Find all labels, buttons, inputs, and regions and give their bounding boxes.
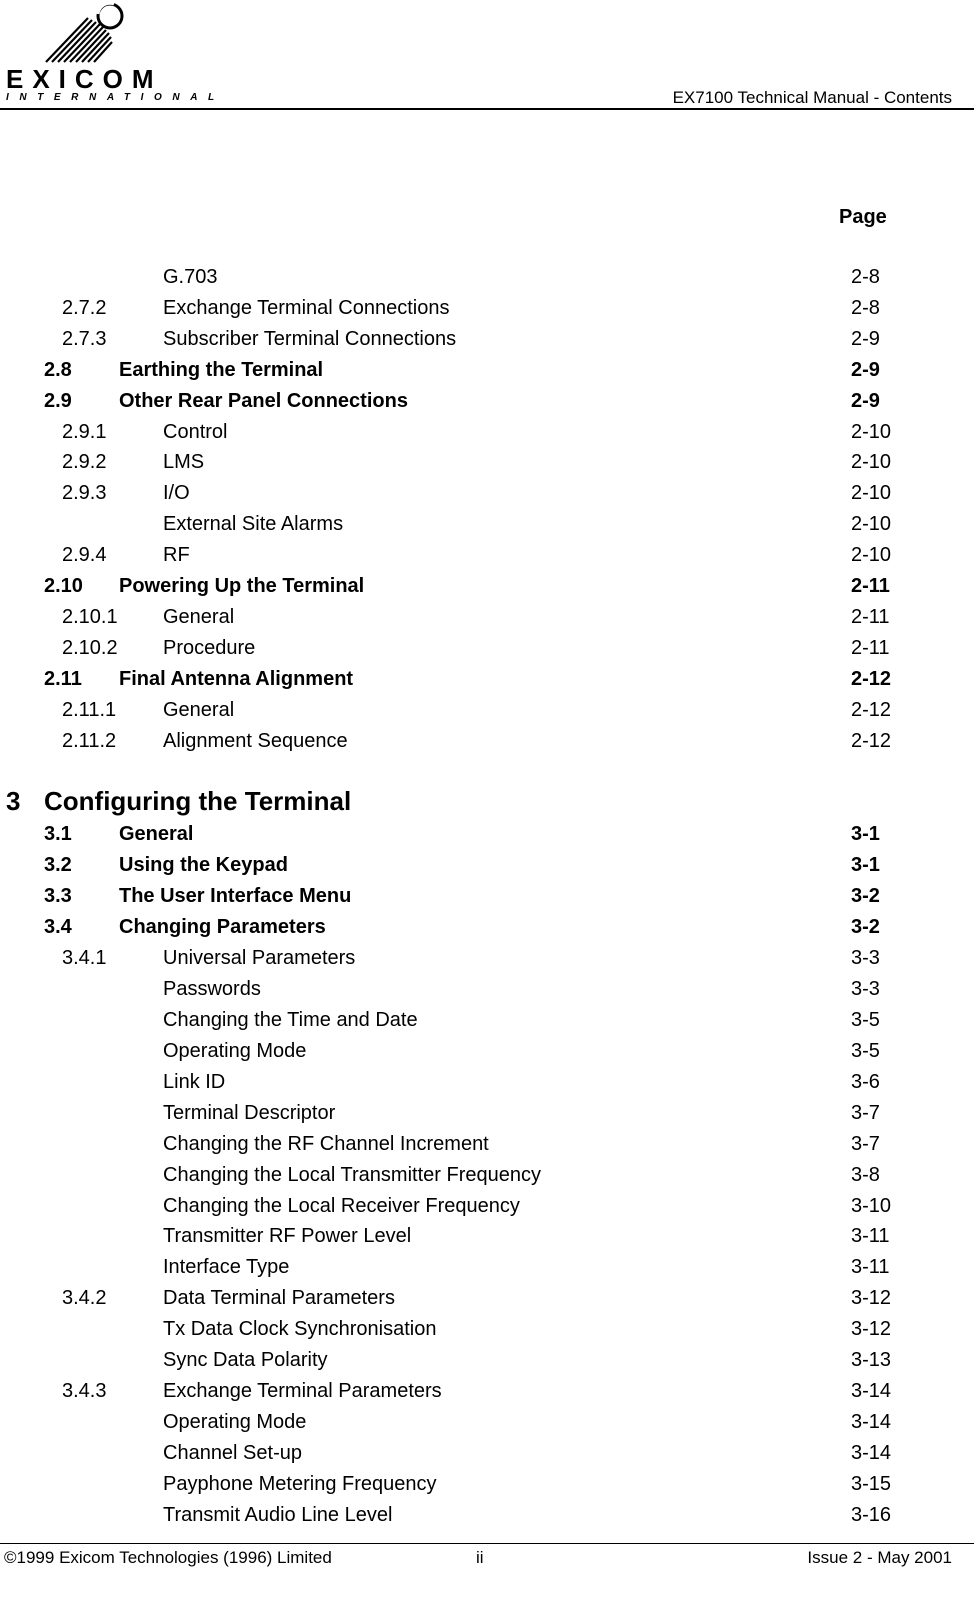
toc-entry — [0, 1129, 978, 1159]
toc-entry-title: Exchange Terminal Parameters — [163, 1380, 442, 1403]
toc-entry-title: Changing the Local Receiver Frequency — [163, 1194, 520, 1217]
toc-entry-page: 3-14 — [851, 1442, 892, 1465]
footer-issue: Issue 2 - May 2001 — [807, 1548, 952, 1567]
toc-entry-page: 2-9 — [851, 389, 880, 412]
toc-entry-page: 3-8 — [851, 1163, 880, 1186]
toc-entry — [0, 1252, 978, 1282]
toc-entry-title: Earthing the Terminal — [119, 358, 324, 381]
toc-entry — [0, 943, 978, 973]
toc-entry-title: Terminal Descriptor — [163, 1101, 336, 1124]
toc-entry — [0, 1191, 978, 1221]
toc-entry — [0, 1160, 978, 1190]
logo-subtitle: INTERNATIONAL — [6, 92, 225, 103]
toc-entry — [0, 324, 978, 354]
toc-entry — [0, 262, 978, 292]
logo-wordmark: EXICOM — [6, 64, 163, 94]
toc-entry-page: 3-5 — [851, 1008, 880, 1031]
toc-entry-title: Alignment Sequence — [163, 729, 348, 752]
page-column-heading: Page — [839, 206, 887, 228]
toc-entry-page: 2-12 — [851, 667, 892, 690]
toc-entry-number: 2.9.1 — [62, 420, 107, 443]
toc-entry-page: 3-14 — [851, 1411, 892, 1434]
toc-entry-title: Transmitter RF Power Level — [163, 1225, 412, 1248]
toc-entry — [0, 664, 978, 694]
toc-entry — [0, 1500, 978, 1530]
toc-entry-page: 3-3 — [851, 946, 880, 969]
toc-entry-page: 2-12 — [851, 698, 892, 721]
toc-entry-title: Procedure — [163, 636, 256, 659]
toc-entry-number: 2.9.4 — [62, 544, 107, 567]
header-divider — [0, 108, 974, 110]
chapter-title: Configuring the Terminal — [44, 786, 352, 816]
toc-entry — [0, 1067, 978, 1097]
toc-entry-page: 3-15 — [851, 1473, 892, 1496]
toc-entry — [0, 447, 978, 477]
toc-entry-title: Link ID — [163, 1070, 226, 1093]
toc-entry — [0, 602, 978, 632]
toc-entry-page: 2-8 — [851, 266, 880, 288]
toc-entry-title: Operating Mode — [163, 1039, 307, 1062]
toc-entry-page: 2-11 — [851, 605, 890, 628]
toc-entry-title: Tx Data Clock Synchronisation — [163, 1318, 437, 1341]
toc-entry — [0, 1407, 978, 1437]
toc-entry — [0, 1376, 978, 1406]
toc-entry-number: 2.9.3 — [62, 482, 107, 505]
document-title: EX7100 Technical Manual - Contents — [672, 88, 952, 107]
toc-entry — [0, 571, 978, 601]
toc-entry-title: Data Terminal Parameters — [163, 1287, 395, 1310]
toc-entry-title: Subscriber Terminal Connections — [163, 327, 457, 350]
toc-entry-page: 2-10 — [851, 451, 892, 474]
toc-entry — [0, 819, 978, 849]
toc-entry-page: 2-10 — [851, 513, 892, 536]
toc-entry-title: Universal Parameters — [163, 946, 356, 969]
toc-entry-page: 3-2 — [851, 884, 880, 907]
company-logo — [2, 0, 225, 110]
toc-entry-title: Channel Set-up — [163, 1442, 302, 1465]
toc-entry — [0, 1221, 978, 1251]
toc-entry-title: LMS — [163, 451, 205, 474]
toc-entry-number: 2.7.3 — [62, 327, 107, 350]
toc-entry — [0, 293, 978, 323]
toc-entry-title: Exchange Terminal Connections — [163, 296, 450, 319]
toc-entry-page: 2-10 — [851, 544, 892, 567]
toc-entry-number: 2.11.2 — [62, 729, 117, 752]
toc-entry-number: 3.4.1 — [62, 946, 107, 969]
toc-entry — [0, 417, 978, 447]
toc-entry — [0, 1283, 978, 1313]
toc-entry-page: 2-9 — [851, 327, 880, 350]
toc-entry-page: 3-5 — [851, 1039, 880, 1062]
toc-entry-page: 3-12 — [851, 1287, 892, 1310]
toc-entry-page: 3-12 — [851, 1318, 892, 1341]
toc-entry-title: Sync Data Polarity — [163, 1349, 328, 1372]
toc-entry-title: General — [163, 605, 235, 628]
toc-entry — [0, 1314, 978, 1344]
toc-entry-title: Payphone Metering Frequency — [163, 1473, 437, 1496]
toc-entry-title: Control — [163, 420, 228, 443]
toc-entry-number: 3.4.2 — [62, 1287, 107, 1310]
toc-entry — [0, 695, 978, 725]
toc-entry-number: 2.7.2 — [62, 296, 107, 319]
toc-entry-page: 3-10 — [851, 1194, 892, 1217]
toc-entry-number: 2.9 — [44, 389, 72, 412]
toc-entry-title: Changing the RF Channel Increment — [163, 1132, 489, 1155]
toc-entry-title: Changing the Time and Date — [163, 1008, 418, 1031]
toc-entry-title: Powering Up the Terminal — [119, 575, 365, 597]
toc-entry — [0, 1036, 978, 1066]
toc-entry-page: 2-12 — [851, 729, 892, 752]
toc-entry-page: 2-9 — [851, 358, 880, 381]
toc-entry-number: 3.1 — [44, 823, 72, 845]
toc-entry-title: Changing Parameters — [119, 915, 326, 938]
toc-entry-page: 3-2 — [851, 915, 880, 938]
toc-entry-page: 3-7 — [851, 1101, 880, 1124]
toc-entry-page: 2-8 — [851, 296, 880, 319]
toc-entry-title: Interface Type — [163, 1256, 290, 1279]
toc-entry-title: Using the Keypad — [119, 853, 288, 876]
toc-entry-number: 2.10 — [44, 575, 83, 597]
toc-entry-title: Changing the Local Transmitter Frequency — [163, 1163, 541, 1186]
footer-page-number: ii — [476, 1548, 484, 1567]
toc-entry-title: Passwords — [163, 977, 261, 1000]
toc-entry-number: 2.8 — [44, 358, 72, 381]
toc-entry-title: The User Interface Menu — [119, 884, 352, 907]
toc-entry — [0, 1345, 978, 1375]
toc-entry-page: 2-10 — [851, 420, 892, 443]
toc-entry-title: I/O — [163, 482, 190, 505]
toc-entry-title: General — [119, 823, 194, 845]
toc-entry — [0, 726, 978, 756]
toc-entry-page: 3-3 — [851, 977, 880, 1000]
toc-entry — [0, 540, 978, 570]
toc-entry-page: 3-1 — [851, 823, 880, 845]
toc-entry-page: 3-11 — [851, 1225, 890, 1248]
toc-entry-page: 3-16 — [851, 1504, 892, 1527]
logo-globe-icon — [2, 0, 162, 64]
toc-entry — [0, 1469, 978, 1499]
toc-entry-title: Other Rear Panel Connections — [119, 389, 408, 412]
toc-entry-number: 3.3 — [44, 884, 72, 907]
toc-entry — [0, 478, 978, 508]
toc-entry — [0, 1438, 978, 1468]
toc-entry-number: 3.4 — [44, 915, 72, 938]
toc-entry-number: 2.10.1 — [62, 605, 118, 628]
toc-entry-page: 3-7 — [851, 1132, 880, 1155]
toc-entry — [0, 633, 978, 663]
toc-entry — [0, 355, 978, 385]
toc-entry-title: Operating Mode — [163, 1411, 307, 1434]
toc-entry — [0, 881, 978, 911]
toc-entry — [0, 509, 978, 539]
toc-entry-title: RF — [163, 544, 190, 567]
toc-entry — [0, 850, 978, 880]
toc-entry — [0, 1098, 978, 1128]
toc-entry-page: 3-13 — [851, 1349, 892, 1372]
toc-entry — [0, 912, 978, 942]
toc-entry-page: 2-11 — [851, 575, 890, 597]
toc-entry-title: G.703 — [163, 266, 218, 288]
toc-entry — [0, 386, 978, 416]
toc-entry-number: 2.11.1 — [62, 698, 117, 721]
toc-entry-title: External Site Alarms — [163, 513, 344, 536]
toc-entry-page: 3-14 — [851, 1380, 892, 1403]
toc-entry — [0, 1005, 978, 1035]
toc-entry-title: Transmit Audio Line Level — [163, 1504, 393, 1527]
footer-divider — [0, 1543, 974, 1544]
toc-entry-page: 3-6 — [851, 1070, 880, 1093]
footer-copyright: ©1999 Exicom Technologies (1996) Limited — [4, 1548, 332, 1567]
toc-entry — [0, 974, 978, 1004]
toc-entry-number: 3.2 — [44, 853, 72, 876]
toc-entry-number: 2.9.2 — [62, 451, 107, 474]
toc-entry-number: 2.10.2 — [62, 636, 118, 659]
toc-entry-page: 3-1 — [851, 853, 880, 876]
toc-entry-title: General — [163, 698, 235, 721]
chapter-heading — [0, 784, 978, 818]
toc-entry-page: 2-11 — [851, 636, 890, 659]
toc-entry-title: Final Antenna Alignment — [119, 667, 354, 690]
toc-entry-number: 2.11 — [44, 667, 82, 690]
toc-entry-number: 3.4.3 — [62, 1380, 107, 1403]
chapter-number: 3 — [6, 786, 21, 816]
toc-entry-page: 2-10 — [851, 482, 892, 505]
toc-entry-page: 3-11 — [851, 1256, 890, 1279]
